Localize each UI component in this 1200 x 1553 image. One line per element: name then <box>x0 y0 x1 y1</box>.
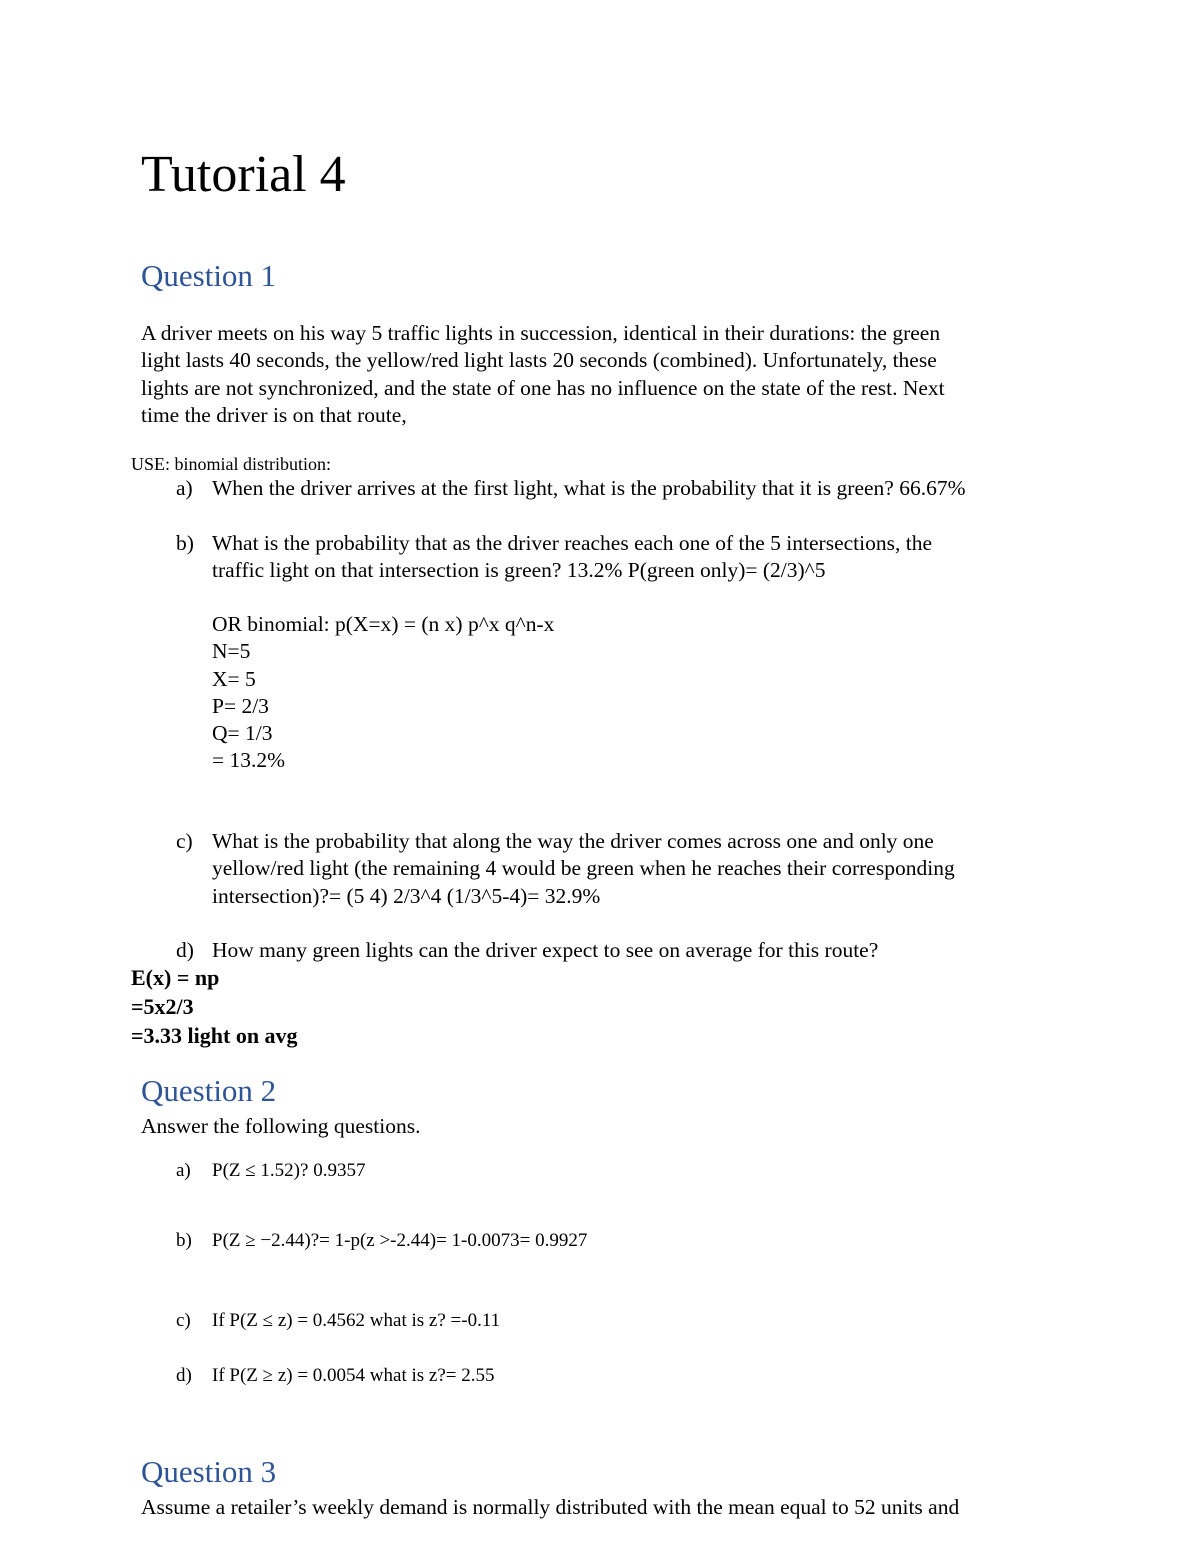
intro-line: A driver meets on his way 5 traffic lights in succession, identical in their durations: the green <box>141 321 941 345</box>
calc-line: N=5 <box>212 639 251 664</box>
item-a-letter: a) <box>176 476 193 500</box>
item-line: What is the probability that as the driver reaches each one of the 5 intersections, the <box>212 531 932 555</box>
item-a-text <box>212 475 966 502</box>
item-b-letter: b) <box>176 531 194 555</box>
intro-line: light lasts 40 seconds, the yellow/red light lasts 20 seconds (combined). Unfortunately, these <box>141 348 937 373</box>
question-1-heading: Question 1 <box>141 258 277 293</box>
use-note: USE: binomial distribution: <box>131 454 332 474</box>
calc-line: OR binomial: p(X=x) = (n x) p^x q^n-x <box>212 612 555 636</box>
item-line: How many green lights can the driver expect to see on average for this route? <box>212 938 879 962</box>
answer-line: =3.33 light on avg <box>131 1023 298 1048</box>
item-d-letter: d) <box>176 938 194 962</box>
question-1-intro <box>141 320 1041 429</box>
q2-item-d-text: If P(Z ≥ z) = 0.0054 what is z?= 2.55 <box>212 1365 495 1386</box>
item-line: What is the probability that along the way the driver comes across one and only one <box>212 829 934 853</box>
item-line: intersection)?= (5 4) 2/3^4 (1/3^5-4)= 32.9% <box>212 883 601 908</box>
item-c-text <box>212 828 955 910</box>
item-d-text <box>212 937 878 964</box>
q2-item-a-letter: a) <box>176 1160 191 1181</box>
answer-line: =5x2/3 <box>131 994 194 1019</box>
item-line: yellow/red light (the remaining 4 would be green when he reaches their corresponding <box>212 856 955 881</box>
document-title: Tutorial 4 <box>141 146 346 203</box>
q2-item-d-letter: d) <box>176 1365 192 1386</box>
answer-line: E(x) = np <box>131 965 220 990</box>
intro-line: time the driver is on that route, <box>141 402 407 427</box>
item-b-text <box>212 530 932 585</box>
calc-line: Q= 1/3 <box>212 721 273 746</box>
q2-item-c-text: If P(Z ≤ z) = 0.4562 what is z? =-0.11 <box>212 1310 501 1331</box>
q2-item-b-letter: b) <box>176 1230 192 1251</box>
q2-item-c-letter: c) <box>176 1310 191 1331</box>
binomial-calculation <box>212 611 554 775</box>
q2-item-b-text: P(Z ≥ −2.44)?= 1-p(z >-2.44)= 1-0.0073= 0.9927 <box>212 1230 588 1251</box>
question-2-intro: Answer the following questions. <box>141 1114 421 1138</box>
question-3-intro: Assume a retailer’s weekly demand is normally distributed with the mean equal to 52 units and <box>141 1495 960 1519</box>
question-2-heading: Question 2 <box>141 1073 277 1108</box>
item-line: traffic light on that intersection is green? 13.2% P(green only)= (2/3)^5 <box>212 558 826 583</box>
question-3-heading: Question 3 <box>141 1454 277 1489</box>
calc-line: = 13.2% <box>212 748 286 773</box>
calc-line: P= 2/3 <box>212 693 269 718</box>
item-line: When the driver arrives at the first light, what is the probability that it is green? 66.67% <box>212 476 966 500</box>
item-c-letter: c) <box>176 829 193 853</box>
q2-item-a-text: P(Z ≤ 1.52)? 0.9357 <box>212 1160 366 1181</box>
intro-line: lights are not synchronized, and the state of one has no influence on the state of the rest. Next <box>141 375 945 400</box>
expected-value-answer <box>131 963 298 1050</box>
calc-line: X= 5 <box>212 666 256 691</box>
